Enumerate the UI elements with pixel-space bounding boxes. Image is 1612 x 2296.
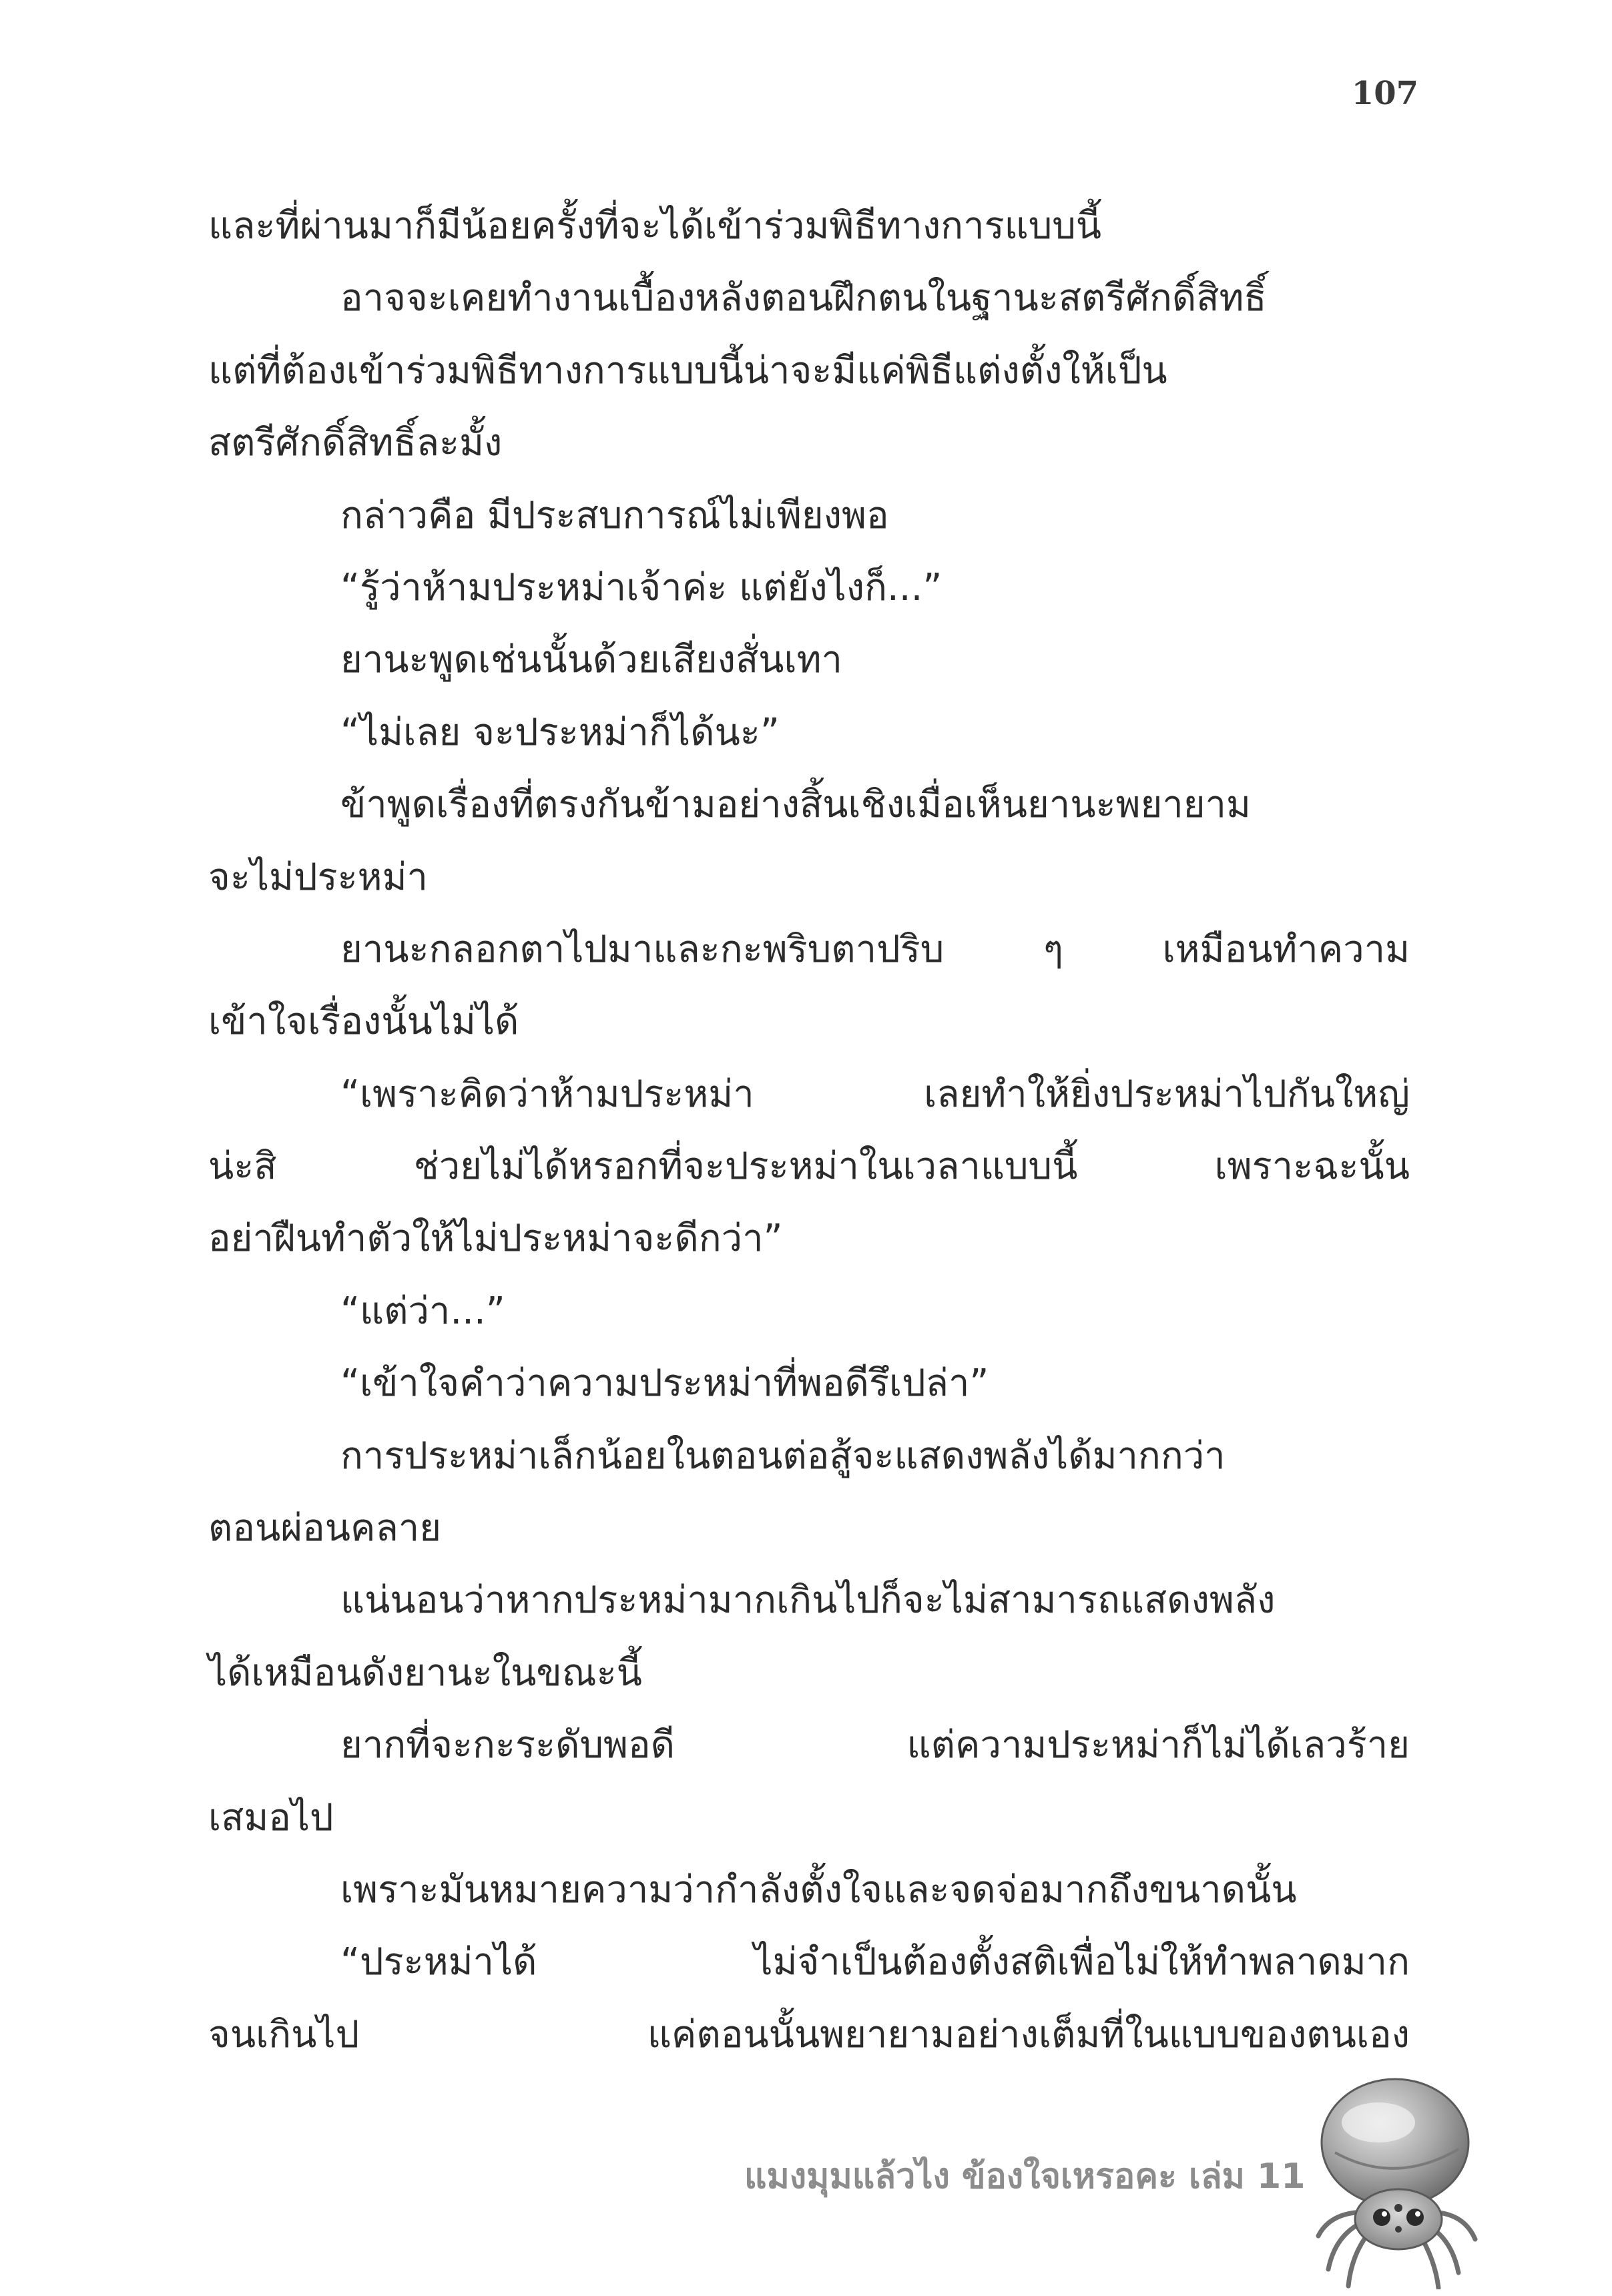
text-line: เสมอไป <box>208 1795 334 1839</box>
spider-mascot-icon <box>1315 2069 1482 2289</box>
text-line: ยานะพูดเช่นนั้นด้วยเสียงสั่นเทา <box>340 638 842 682</box>
text-line: กล่าวคือ มีประสบการณ์ไม่เพียงพอ <box>340 493 889 537</box>
text-line: เพราะมันหมายความว่ากำลังตั้งใจและจดจ่อมากถึงขนาดนั้น <box>340 1868 1297 1912</box>
text-line: “เข้าใจคำว่าความประหม่าที่พอดีรึเปล่า” <box>340 1362 989 1406</box>
running-footer-title: แมงมุมแล้วไง ข้องใจเหรอคะ เล่ม 11 <box>744 2157 1306 2197</box>
text-line: แต่ที่ต้องเข้าร่วมพิธีทางการแบบนี้น่าจะมีแค่พิธีแต่งตั้งให้เป็น <box>208 348 1167 392</box>
text-line: ยากที่จะกะระดับพอดี แต่ความประหม่าก็ไม่ได้เลวร้าย <box>340 1723 1410 1767</box>
text-line: “ประหม่าได้ ไม่จำเป็นต้องตั้งสติเพื่อไม่ให้ทำพลาดมาก <box>340 1940 1410 1984</box>
text-line: น่ะสิ ช่วยไม่ได้หรอกที่จะประหม่าในเวลาแบบนี้ เพราะฉะนั้น <box>208 1145 1410 1189</box>
page-number: 107 <box>1351 75 1418 112</box>
text-line: ข้าพูดเรื่องที่ตรงกันข้ามอย่างสิ้นเชิงเมื่อเห็นยานะพยายาม <box>340 783 1251 827</box>
text-line: “รู้ว่าห้ามประหม่าเจ้าค่ะ แต่ยังไงก็...” <box>340 565 943 609</box>
text-line: การประหม่าเล็กน้อยในตอนต่อสู้จะแสดงพลังได้มากกว่า <box>340 1434 1226 1478</box>
text-line: ได้เหมือนดังยานะในขณะนี้ <box>208 1651 642 1695</box>
text-line: จะไม่ประหม่า <box>208 855 428 899</box>
text-line: จนเกินไป แค่ตอนนั้นพยายามอย่างเต็มที่ในแบบของตนเอง <box>208 2012 1410 2056</box>
text-line: สตรีศักดิ์สิทธิ์ละมั้ง <box>208 421 503 465</box>
text-line: อาจจะเคยทำงานเบื้องหลังตอนฝึกตนในฐานะสตรีศักดิ์สิทธิ์ <box>340 276 1267 320</box>
text-line: ยานะกลอกตาไปมาและกะพริบตาปริบ ๆ เหมือนทำความ <box>340 927 1410 971</box>
text-line: แน่นอนว่าหากประหม่ามากเกินไปก็จะไม่สามารถแสดงพลัง <box>340 1579 1276 1623</box>
text-line: อย่าฝืนทำตัวให้ไม่ประหม่าจะดีกว่า” <box>208 1217 783 1261</box>
text-line: “ไม่เลย จะประหม่าก็ได้นะ” <box>340 710 780 754</box>
text-line: เข้าใจเรื่องนั้นไม่ได้ <box>208 1000 519 1044</box>
text-line: และที่ผ่านมาก็มีน้อยครั้งที่จะได้เข้าร่วมพิธีทางการแบบนี้ <box>208 204 1102 248</box>
text-line: “เพราะคิดว่าห้ามประหม่า เลยทำให้ยิ่งประหม่าไปกันใหญ่ <box>340 1072 1410 1116</box>
text-line: “แต่ว่า...” <box>340 1289 505 1333</box>
text-line: ตอนผ่อนคลาย <box>208 1506 442 1550</box>
body-text <box>208 190 1410 2071</box>
